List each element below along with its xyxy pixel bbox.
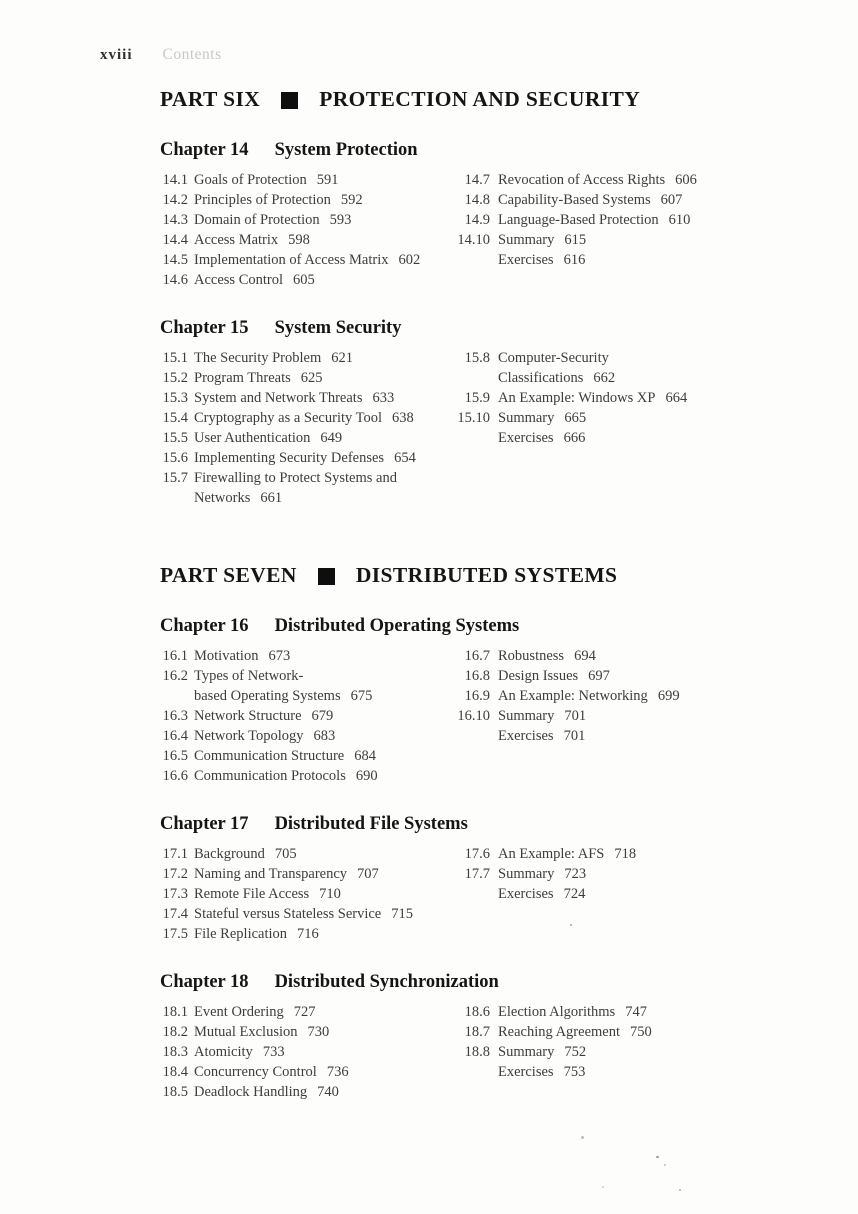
entry-title: Language-Based Protection: [498, 212, 659, 228]
toc-entry: [160, 726, 452, 746]
toc-entry: [160, 190, 452, 210]
entry-number: 14.8: [464, 192, 490, 208]
entry-title: Stateful versus Stateless Service: [194, 906, 382, 922]
entry-page: 752: [564, 1044, 587, 1060]
scan-speck: [664, 1164, 666, 1166]
entry-number: 17.5: [162, 926, 188, 942]
chapter-section: [160, 970, 722, 1102]
toc-entry: [160, 1062, 452, 1082]
entry-number: [452, 428, 490, 448]
toc-entry: [452, 1042, 722, 1062]
toc-entry: [160, 230, 452, 250]
scan-speck: [656, 1156, 659, 1158]
entry-number: 15.6: [162, 450, 188, 466]
chapter-section: [160, 812, 722, 944]
entry-number: 17.7: [464, 866, 490, 882]
entry-title: Background: [194, 846, 265, 862]
chapter-columns: [160, 348, 722, 508]
toc-column-right: [452, 646, 722, 786]
entry-page: 707: [357, 866, 379, 882]
toc-entry: [452, 250, 722, 270]
entry-title: Access Matrix: [194, 232, 279, 248]
toc-entry: [160, 844, 452, 864]
entry-page: 716: [297, 926, 319, 942]
entry-number: 17.3: [162, 886, 188, 902]
entry-page: 750: [630, 1024, 652, 1040]
toc-entry: [452, 428, 722, 448]
chapter-label: Chapter 14: [160, 140, 249, 160]
entry-number: 18.1: [162, 1004, 188, 1020]
chapter-label: Chapter 17: [160, 814, 249, 834]
entry-page: 715: [391, 906, 413, 922]
entry-page: 701: [564, 708, 587, 724]
chapter-columns: [160, 646, 722, 786]
entry-number: 14.9: [464, 212, 490, 228]
chapter-columns: [160, 170, 722, 290]
toc-entry: [160, 766, 452, 786]
entry-number: 15.10: [457, 410, 490, 426]
chapter-section: [160, 316, 722, 508]
toc-entry: [452, 1022, 722, 1042]
entry-title: Access Control: [194, 272, 283, 288]
entry-number: 16.2: [162, 668, 188, 684]
entry-number: 15.7: [162, 470, 188, 486]
toc-column-right: [452, 1002, 722, 1102]
entry-number: [452, 1062, 490, 1082]
entry-number: 14.5: [162, 252, 188, 268]
entry-title: Remote File Access: [194, 886, 310, 902]
entry-page: 699: [657, 688, 680, 704]
toc-column-left: [160, 844, 452, 944]
entry-page: 701: [563, 728, 586, 744]
toc-column-right: [452, 170, 722, 290]
entry-title: Event Ordering: [194, 1004, 284, 1020]
entry-page: 662: [593, 370, 616, 386]
entry-number: 16.6: [162, 768, 188, 784]
part-heading: [160, 562, 722, 588]
entry-number: 16.1: [162, 648, 188, 664]
toc-entry: [160, 1002, 452, 1022]
toc-entry: [452, 368, 722, 388]
entry-title: Summary: [498, 708, 555, 724]
entry-title: Program Threats: [194, 370, 291, 386]
entry-number: 15.1: [162, 350, 188, 366]
entry-page: 710: [319, 886, 341, 902]
entry-page: 606: [675, 172, 697, 188]
scan-speck: [602, 1186, 604, 1188]
entry-title: Summary: [498, 866, 555, 882]
entry-page: 683: [313, 728, 336, 744]
chapter-title: System Protection: [274, 140, 418, 160]
filled-square-icon: [281, 92, 298, 109]
entry-title: User Authentication: [194, 430, 311, 446]
part-heading: [160, 86, 722, 112]
chapter-heading: [160, 812, 722, 836]
toc-entry: [160, 666, 452, 686]
entry-page: 592: [340, 192, 363, 208]
entry-page: 740: [317, 1084, 339, 1100]
toc-entry: [452, 884, 722, 904]
chapter-heading: [160, 970, 722, 994]
part-section: [160, 562, 722, 1102]
toc-entry: [160, 1082, 452, 1102]
toc-entry: [452, 706, 722, 726]
entry-title: Design Issues: [498, 668, 579, 684]
entry-page: 679: [311, 708, 334, 724]
entry-title: Exercises: [498, 886, 554, 902]
scan-speck: [581, 1136, 584, 1139]
chapter-section: [160, 614, 722, 786]
chapter-label: Chapter 15: [160, 318, 249, 338]
toc-column-right: [452, 348, 722, 508]
scan-speck: [679, 1189, 681, 1191]
toc-entry: [452, 408, 722, 428]
entry-title: Mutual Exclusion: [194, 1024, 298, 1040]
entry-title: Robustness: [498, 648, 565, 664]
entry-number: 15.9: [464, 390, 490, 406]
entry-page: 615: [564, 232, 587, 248]
entry-number: [160, 488, 188, 508]
chapter-label: Chapter 16: [160, 616, 249, 636]
entry-number: 14.3: [162, 212, 188, 228]
entry-page: 602: [398, 252, 421, 268]
entry-number: 18.2: [162, 1024, 188, 1040]
entry-number: 18.3: [162, 1044, 188, 1060]
chapter-heading: [160, 138, 722, 162]
chapter-heading: [160, 316, 722, 340]
toc-column-left: [160, 1002, 452, 1102]
entry-title: Networks: [194, 490, 251, 506]
toc-entry: [160, 686, 452, 706]
entry-number: 15.4: [162, 410, 188, 426]
chapter-columns: [160, 1002, 722, 1102]
entry-title: Exercises: [498, 728, 554, 744]
toc-column-right: [452, 844, 722, 944]
toc-column-left: [160, 348, 452, 508]
entry-title: Revocation of Access Rights: [498, 172, 666, 188]
entry-number: 16.3: [162, 708, 188, 724]
toc-entry: [452, 190, 722, 210]
toc-entry: [452, 646, 722, 666]
entry-title: Implementation of Access Matrix: [194, 252, 389, 268]
toc-column-left: [160, 646, 452, 786]
entry-page: 730: [307, 1024, 330, 1040]
entry-number: 18.8: [464, 1044, 490, 1060]
entry-title: Deadlock Handling: [194, 1084, 308, 1100]
entry-title: Types of Network-: [194, 668, 304, 684]
entry-page: 697: [588, 668, 610, 684]
entry-page: 705: [274, 846, 297, 862]
entry-number: 17.6: [464, 846, 490, 862]
entry-page: 675: [350, 688, 373, 704]
toc-entry: [452, 1062, 722, 1082]
entry-number: 15.8: [464, 350, 490, 366]
entry-title: An Example: AFS: [498, 846, 605, 862]
entry-page: 718: [614, 846, 637, 862]
entry-title: Principles of Protection: [194, 192, 331, 208]
entry-number: [452, 726, 490, 746]
toc-entry: [160, 210, 452, 230]
entry-title: An Example: Windows XP: [498, 390, 656, 406]
entry-page: 621: [331, 350, 354, 366]
entry-number: [452, 884, 490, 904]
toc-entry: [160, 864, 452, 884]
scan-speck: [570, 924, 572, 926]
toc-entry: [160, 488, 452, 508]
entry-page: 661: [260, 490, 283, 506]
entry-number: 14.6: [162, 272, 188, 288]
entry-page: 673: [268, 648, 291, 664]
entry-number: [452, 250, 490, 270]
entry-page: 690: [355, 768, 378, 784]
entry-title: based Operating Systems: [194, 688, 341, 704]
entry-number: 15.5: [162, 430, 188, 446]
toc-entry: [160, 646, 452, 666]
toc-entry: [452, 726, 722, 746]
toc-entry: [452, 864, 722, 884]
entry-title: Communication Structure: [194, 748, 345, 764]
entry-number: [160, 686, 188, 706]
page-header: [100, 46, 222, 64]
entry-number: 18.4: [162, 1064, 188, 1080]
toc-entry: [160, 1022, 452, 1042]
toc-entry: [452, 844, 722, 864]
entry-number: 16.9: [464, 688, 490, 704]
entry-title: Cryptography as a Security Tool: [194, 410, 382, 426]
entry-title: Goals of Protection: [194, 172, 307, 188]
part-title: PART SIX: [160, 87, 261, 111]
entry-title: Exercises: [498, 430, 554, 446]
entry-number: 16.5: [162, 748, 188, 764]
part-subtitle: DISTRIBUTED SYSTEMS: [355, 563, 618, 587]
toc-entry: [452, 388, 722, 408]
entry-page: 664: [665, 390, 688, 406]
entry-title: Network Structure: [194, 708, 302, 724]
toc-entry: [160, 468, 452, 488]
entry-number: 16.7: [464, 648, 490, 664]
entry-title: Firewalling to Protect Systems and: [194, 470, 397, 486]
entry-number: [452, 368, 490, 388]
entry-title: Atomicity: [194, 1044, 253, 1060]
entry-page: 694: [574, 648, 596, 664]
entry-page: 736: [326, 1064, 349, 1080]
chapter-title: System Security: [274, 318, 402, 338]
toc-entry: [452, 230, 722, 250]
chapter-title: Distributed Synchronization: [274, 972, 499, 992]
entry-page: 638: [392, 410, 414, 426]
running-header-title: Contents: [162, 46, 222, 63]
entry-number: 17.1: [162, 846, 188, 862]
part-section: [160, 86, 722, 508]
toc-body: [160, 86, 722, 1102]
entry-title: Implementing Security Defenses: [194, 450, 385, 466]
part-subtitle: PROTECTION AND SECURITY: [319, 87, 641, 111]
entry-number: 18.7: [464, 1024, 490, 1040]
entry-number: 14.10: [457, 232, 490, 248]
toc-entry: [160, 170, 452, 190]
chapter-title: Distributed File Systems: [274, 814, 468, 834]
entry-number: 14.7: [464, 172, 490, 188]
toc-entry: [160, 270, 452, 290]
chapter-columns: [160, 844, 722, 944]
entry-title: Classifications: [498, 370, 584, 386]
entry-title: Exercises: [498, 252, 554, 268]
toc-column-left: [160, 170, 452, 290]
toc-entry: [160, 368, 452, 388]
entry-title: Summary: [498, 410, 555, 426]
entry-title: Summary: [498, 232, 555, 248]
entry-page: 607: [660, 192, 683, 208]
filled-square-icon: [318, 568, 335, 585]
entry-page: 633: [372, 390, 395, 406]
entry-page: 723: [564, 866, 587, 882]
entry-page: 593: [329, 212, 352, 228]
entry-number: 14.2: [162, 192, 188, 208]
toc-entry: [160, 348, 452, 368]
toc-entry: [160, 428, 452, 448]
toc-entry: [160, 408, 452, 428]
chapter-section: [160, 138, 722, 290]
toc-entry: [160, 448, 452, 468]
entry-title: Reaching Agreement: [498, 1024, 620, 1040]
toc-entry: [452, 686, 722, 706]
toc-entry: [160, 924, 452, 944]
entry-page: 665: [564, 410, 587, 426]
entry-number: 17.4: [162, 906, 188, 922]
entry-number: 15.2: [162, 370, 188, 386]
entry-title: Election Algorithms: [498, 1004, 616, 1020]
toc-entry: [160, 250, 452, 270]
entry-page: 684: [354, 748, 376, 764]
entry-title: Capability-Based Systems: [498, 192, 651, 208]
entry-page: 649: [320, 430, 343, 446]
entry-title: Naming and Transparency: [194, 866, 348, 882]
entry-page: 727: [293, 1004, 316, 1020]
entry-number: 16.10: [457, 708, 490, 724]
entry-title: Network Topology: [194, 728, 304, 744]
entry-number: 18.5: [162, 1084, 188, 1100]
entry-title: An Example: Networking: [498, 688, 648, 704]
entry-title: System and Network Threats: [194, 390, 363, 406]
entry-page: 666: [563, 430, 586, 446]
toc-entry: [452, 1002, 722, 1022]
entry-title: Concurrency Control: [194, 1064, 317, 1080]
entry-title: Exercises: [498, 1064, 554, 1080]
entry-number: 14.4: [162, 232, 188, 248]
toc-entry: [452, 170, 722, 190]
entry-page: 654: [394, 450, 416, 466]
toc-entry: [160, 706, 452, 726]
entry-number: 17.2: [162, 866, 188, 882]
chapter-heading: [160, 614, 722, 638]
entry-title: File Replication: [194, 926, 288, 942]
entry-page: 733: [262, 1044, 285, 1060]
toc-entry: [160, 388, 452, 408]
chapter-label: Chapter 18: [160, 972, 249, 992]
page-number: xviii: [100, 47, 133, 63]
entry-number: 15.3: [162, 390, 188, 406]
entry-number: 16.4: [162, 728, 188, 744]
entry-number: 14.1: [162, 172, 188, 188]
entry-page: 610: [668, 212, 691, 228]
toc-entry: [452, 210, 722, 230]
entry-page: 724: [563, 886, 586, 902]
entry-page: 625: [300, 370, 323, 386]
entry-page: 616: [563, 252, 586, 268]
entry-title: Computer-Security: [498, 350, 609, 366]
toc-entry: [452, 348, 722, 368]
toc-entry: [160, 904, 452, 924]
toc-entry: [160, 884, 452, 904]
entry-page: 605: [293, 272, 315, 288]
entry-page: 591: [316, 172, 339, 188]
entry-title: Domain of Protection: [194, 212, 320, 228]
toc-entry: [160, 746, 452, 766]
toc-entry: [452, 666, 722, 686]
entry-page: 747: [625, 1004, 647, 1020]
toc-entry: [160, 1042, 452, 1062]
chapter-title: Distributed Operating Systems: [274, 616, 520, 636]
entry-title: The Security Problem: [194, 350, 322, 366]
entry-page: 598: [288, 232, 310, 248]
entry-page: 753: [563, 1064, 586, 1080]
entry-title: Motivation: [194, 648, 259, 664]
part-title: PART SEVEN: [160, 563, 297, 587]
entry-number: 16.8: [464, 668, 490, 684]
entry-title: Summary: [498, 1044, 555, 1060]
entry-title: Communication Protocols: [194, 768, 346, 784]
entry-number: 18.6: [464, 1004, 490, 1020]
